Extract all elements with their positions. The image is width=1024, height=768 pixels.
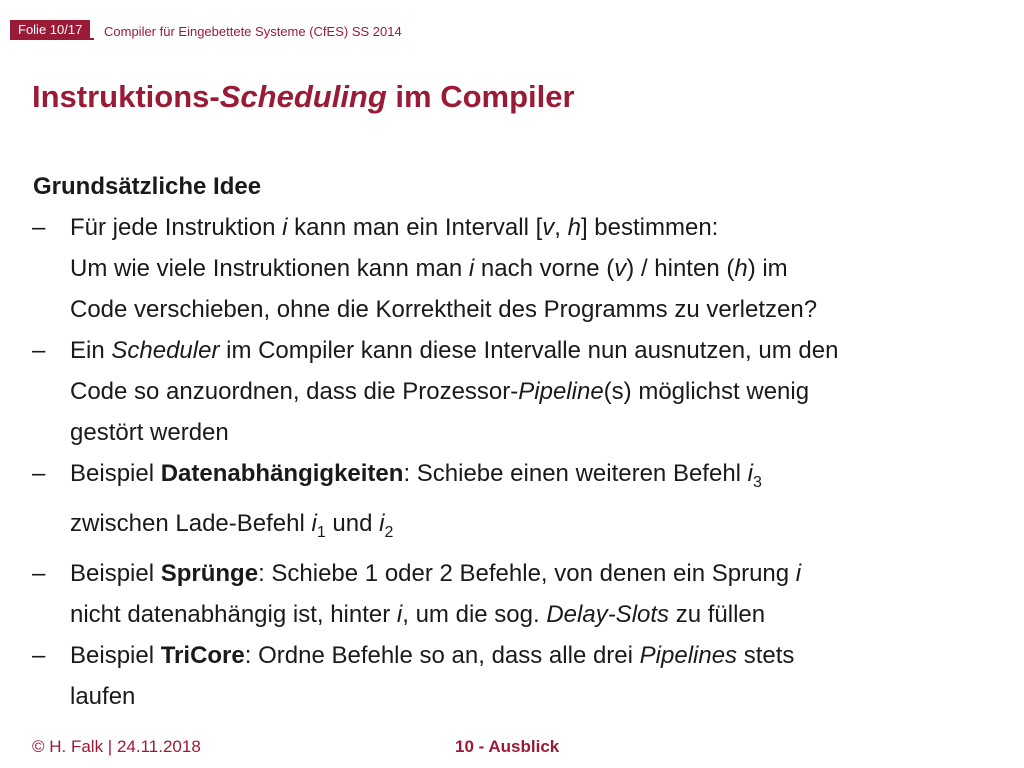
bullet-3-line-1: Beispiel Datenabhängigkeiten: Schiebe einen weiteren Befehl $i_3$ <box>70 460 762 491</box>
bullet-dash: – <box>32 214 46 241</box>
course-title: Compiler für Eingebettete Systeme (CfES) SS 2014 <box>104 24 402 39</box>
bullet-4-line-2: nicht datenabhängig ist, hinter i, um die sog. Delay-Slots zu füllen <box>70 601 766 628</box>
bullet-1-line-3: Code verschieben, ohne die Korrektheit des Programms zu verletzen? <box>70 296 818 323</box>
bullet-item-3 <box>33 453 993 553</box>
bullet-5-line-2: laufen <box>70 683 136 710</box>
bullet-1-line-1: Für jede Instruktion i kann man ein Intervall [v, h] bestimmen: <box>70 214 719 241</box>
slide-content <box>33 166 993 717</box>
bullet-2-line-2: Code so anzuordnen, dass die Prozessor-Pipeline(s) möglichst wenig <box>70 378 810 405</box>
bullet-3-line-2: zwischen Lade-Befehl $i_1$ und $i_2$ <box>70 510 394 541</box>
header-divider <box>10 38 94 40</box>
bullet-2-line-1: Ein Scheduler im Compiler kann diese Intervalle nun ausnutzen, um den <box>70 337 839 364</box>
slide-header <box>0 0 1024 44</box>
slide-number: Folie 10/17 <box>10 20 90 39</box>
bullet-dash: – <box>32 642 46 669</box>
bullet-2-line-3: gestört werden <box>70 419 229 446</box>
footer-chapter: 10 - Ausblick <box>455 737 560 756</box>
bullet-dash: – <box>32 337 46 364</box>
bullet-dash: – <box>32 560 46 587</box>
bullet-item-1 <box>33 207 993 330</box>
bullet-item-5 <box>33 635 993 717</box>
title-part-2: Scheduling <box>219 79 387 114</box>
section-heading: Grundsätzliche Idee <box>33 173 262 200</box>
footer-author-date: © H. Falk | 24.11.2018 <box>32 737 201 756</box>
bullet-item-2 <box>33 330 993 453</box>
title-part-1: Instruktions- <box>32 79 220 114</box>
bullet-5-line-1: Beispiel TriCore: Ordne Befehle so an, dass alle drei Pipelines stets <box>70 642 795 669</box>
bullet-1-line-2: Um wie viele Instruktionen kann man i nach vorne (v) / hinten (h) im <box>70 255 788 282</box>
bullet-4-line-1: Beispiel Sprünge: Schiebe 1 oder 2 Befehle, von denen ein Sprung i <box>70 560 802 587</box>
slide-title <box>32 78 575 116</box>
bullet-item-4 <box>33 553 993 635</box>
title-part-3: im Compiler <box>386 79 575 114</box>
bullet-dash: – <box>32 460 46 487</box>
